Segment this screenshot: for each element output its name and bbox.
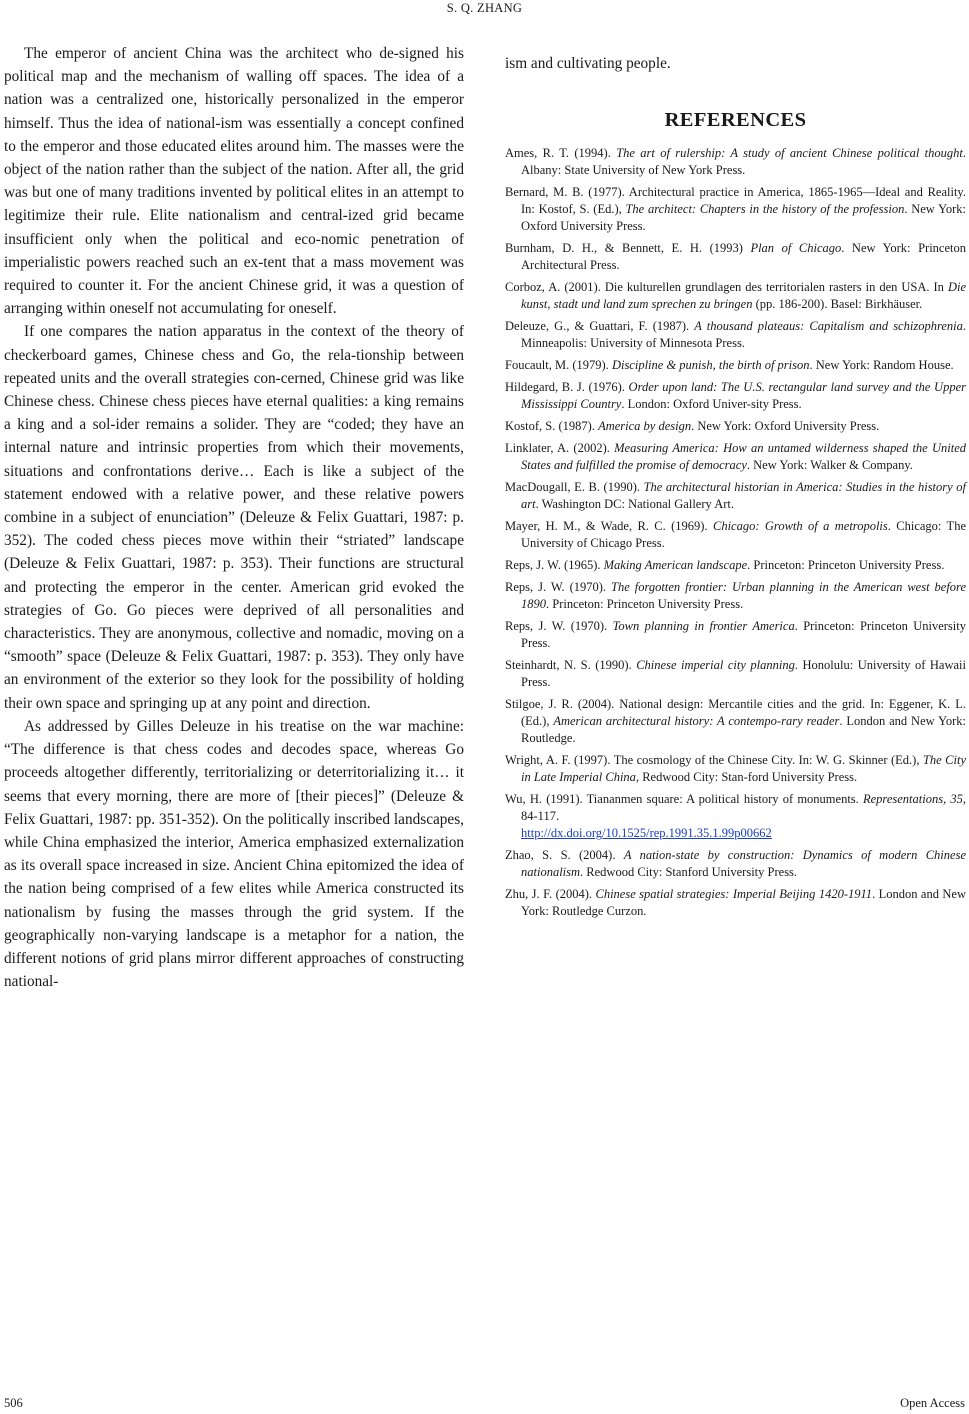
reference-entry [505, 847, 966, 881]
reference-text: . London: Oxford Univer-sity Press. [621, 397, 802, 412]
body-paragraph: As addressed by Gilles Deleuze in his treatise on the war machine: “The difference is that chess codes and decodes space, whereas Go proceeds altogether differently, territorializing or deterritorializing it… it seems that every morning, there are more of [their pieces]” (Deleuze & Felix Guattari, 1987: pp. 351-352). On the politically inscribed landscapes, while China emphasized the interior, America emphasized externalization as its overall space increased in size. Ancient China epitomized the idea of the nation being comprised of a few elites while America constructed its nationalism by fusing the masses through the grid system. If the geographically non-varying landscape is a metaphor for a nation, the different notions of grid plans mirror different approaches of constructing national- [4, 717, 464, 991]
reference-title: A thousand plateaus: Capitalism and schizophrenia [694, 319, 963, 334]
reference-title: Chinese imperial city planning [636, 658, 795, 673]
reference-title: Town planning in frontier America [612, 619, 795, 634]
page-number: 506 [4, 1396, 23, 1410]
reference-text: Corboz, A. (2001). Die kulturellen grundlagen des territorialen rasters in den USA. In [505, 280, 948, 295]
reference-title: Plan of Chicago [750, 241, 842, 256]
reference-entry [505, 240, 966, 274]
reference-text: 84-117. [521, 809, 560, 824]
reference-text: . New York: Random House. [809, 358, 954, 373]
reference-entry [505, 886, 966, 920]
reference-title: Making American landscape [603, 558, 748, 573]
reference-entry [505, 696, 966, 747]
reference-text: . Albany: State University of New York Press. [521, 146, 967, 178]
reference-text: Mayer, H. M., & Wade, R. C. (1969). [505, 519, 713, 534]
reference-entry [505, 184, 966, 235]
reference-title: Measuring America: How an untamed wilderness shaped the United States and fulfilled the promise of democracy [521, 441, 966, 473]
reference-entry [505, 440, 966, 474]
reference-text: Steinhardt, N. S. (1990). [505, 658, 637, 673]
reference-title: Chicago: Growth of a metropolis [712, 519, 888, 534]
reference-text: Stilgoe, J. R. (2004). National design: Mercantile cities and the grid. In: Eggener, K. L. (Ed.), [505, 697, 966, 729]
doi-link[interactable]: http://dx.doi.org/10.1525/rep.1991.35.1.99p00662 [521, 826, 772, 841]
reference-title: The forgotten frontier: Urban planning in the American west before 1890 [521, 580, 966, 612]
reference-text: . New York: Walker & Company. [746, 458, 913, 473]
reference-text: Ames, R. T. (1994). [505, 146, 617, 161]
reference-text: Deleuze, G., & Guattari, F. (1987). [505, 319, 695, 334]
reference-text: , Redwood City: Stan-ford University Press. [635, 770, 858, 785]
reference-title: Order upon land: The U.S. rectangular land survey and the Upper Mississippi Country [521, 380, 966, 412]
reference-entry [505, 752, 966, 786]
reference-text: Zhu, J. F. (2004). [505, 887, 596, 902]
reference-text: Reps, J. W. (1965). [505, 558, 604, 573]
reference-text: (pp. 186-200). Basel: Birkhäuser. [752, 297, 923, 312]
reference-text: . Redwood City: Stanford University Press. [580, 865, 798, 880]
reference-text: . Princeton: Princeton University Press. [546, 597, 744, 612]
reference-entry [505, 379, 966, 413]
reference-title: Die kunst, stadt und land zum sprechen zu bringen [521, 280, 966, 312]
reference-text: . Honolulu: University of Hawaii Press. [521, 658, 966, 690]
reference-text: . London and New York: Routledge Curzon. [521, 887, 966, 919]
reference-text: Kostof, S. (1987). [505, 419, 599, 434]
running-head: S. Q. ZHANG [446, 1, 523, 15]
body-paragraph: The emperor of ancient China was the architect who de-signed his political map and the mechanism of walling off spaces. The idea of a nation was a centralized one, historically personalized in the emperor himself. Thus the idea of national-ism was essentially a concept confined to the emperor and those educated elites around him. The masses were the object of the nation rather than the subject of the nation. After all, the grid was but one of many traditions invented by political elites in an attempt to legitimize their rule. Elite nationalism and central-ized grid became insufficient only when the political and eco-nomic penetration of imperialistic powers reached such an ex-tent that a mass movement was required to counter it. For the ancient Chinese grid, it was a question of arranging within oneself not accumulating for oneself. [4, 45, 464, 318]
reference-title: American architectural history: A contempo-rary reader [553, 714, 840, 729]
reference-text: . Princeton: Princeton University Press. [521, 619, 966, 651]
reference-entry [505, 579, 966, 613]
reference-entry [505, 418, 966, 435]
reference-text: . Chicago: The University of Chicago Press. [521, 519, 966, 551]
reference-entry [505, 318, 966, 352]
reference-text: . Princeton: Princeton University Press. [747, 558, 945, 573]
reference-entry [505, 279, 966, 313]
body-paragraph: If one compares the nation apparatus in the context of the theory of checkerboard games, Chinese chess and Go, the rela-tionship between repeated units and the overall strategies con-cerned, Chinese grid was like Chinese chess. Chinese chess pieces have eternal qualities: a king remains a king and a sol-ider remains a solider. They are “coded; they have an internal nature and intrinsic properties from which their movements, situations and confrontations derive… Each is like a subject of the statement endowed with a relative power, and these relative powers combine in a subject of enunciation” (Deleuze & Felix Guattari, 1987: p. 352). The coded chess pieces move within their “striated” landscape (Deleuze & Felix Guattari, 1987: p. 353). Their functions are structural and protecting the emperor in the center. American grid evoked the strategies of Go. Go pieces were deprived of all personalities and characteristics. They are anonymous, collective and nomadic, moving on a “smooth” space (Deleuze & Felix Guattari, 1987: p. 353). They only have an environment of the exterior so they look for the possibility of holding their own space and springing up at any point and direction. [4, 323, 464, 712]
reference-text: Linklater, A. (2002). [505, 441, 615, 456]
reference-entry [505, 791, 966, 842]
reference-text: Wu, H. (1991). Tiananmen square: A political history of monuments. [505, 792, 863, 807]
reference-entry [505, 657, 966, 691]
reference-entry [505, 145, 966, 179]
reference-text: . New York: Princeton Architectural Press. [521, 241, 966, 273]
reference-title: The architect: Chapters in the history of the profession [625, 202, 905, 217]
reference-text: . London and New York: Routledge. [521, 714, 966, 746]
reference-title: Discipline & punish, the birth of prison [611, 358, 810, 373]
reference-text: Reps, J. W. (1970). [505, 619, 613, 634]
reference-text: . Washington DC: National Gallery Art. [535, 497, 734, 512]
reference-title: Chinese spatial strategies: Imperial Beijing 1420-1911 [595, 887, 873, 902]
reference-text: Wright, A. F. (1997). The cosmology of the Chinese City. In: W. G. Skinner (Ed.), [505, 753, 923, 768]
reference-text: Zhao, S. S. (2004). [505, 848, 624, 863]
reference-text: . New York: Oxford University Press. [691, 419, 880, 434]
reference-text: Reps, J. W. (1970). [505, 580, 612, 595]
reference-entry [505, 557, 966, 574]
reference-entry [505, 357, 966, 374]
body-text-column [4, 42, 464, 993]
reference-text: . Minneapolis: University of Minnesota Press. [521, 319, 966, 351]
reference-text: . New York: Oxford University Press. [521, 202, 966, 234]
journal-footer: Open Access [900, 1396, 965, 1410]
reference-title: The architectural historian in America: Studies in the history of art [521, 480, 966, 512]
reference-title: The art of rulership: A study of ancient Chinese political thought [616, 146, 963, 161]
reference-entry [505, 618, 966, 652]
reference-text: Hildegard, B. J. (1976). [505, 380, 629, 395]
reference-text: Bernard, M. B. (1977). Architectural practice in America, 1865-1965—Ideal and Reality. In: Kostof, S. (Ed.), [505, 185, 966, 217]
continued-text: ism and cultivating people. [505, 55, 671, 72]
reference-text: Foucault, M. (1979). [505, 358, 612, 373]
reference-title: America by design [598, 419, 692, 434]
reference-entry [505, 479, 966, 513]
reference-list [505, 145, 966, 920]
references-heading: REFERENCES [664, 109, 807, 132]
reference-title: A nation-state by construction: Dynamics of modern Chinese nationalism [521, 848, 966, 880]
reference-text: MacDougall, E. B. (1990). [505, 480, 644, 495]
reference-text: Burnham, D. H., & Bennett, E. H. (1993) [505, 241, 751, 256]
reference-entry [505, 518, 966, 552]
reference-title: Representations, 35, [862, 792, 966, 807]
right-column [505, 52, 966, 925]
reference-title: The City in Late Imperial China [521, 753, 966, 785]
